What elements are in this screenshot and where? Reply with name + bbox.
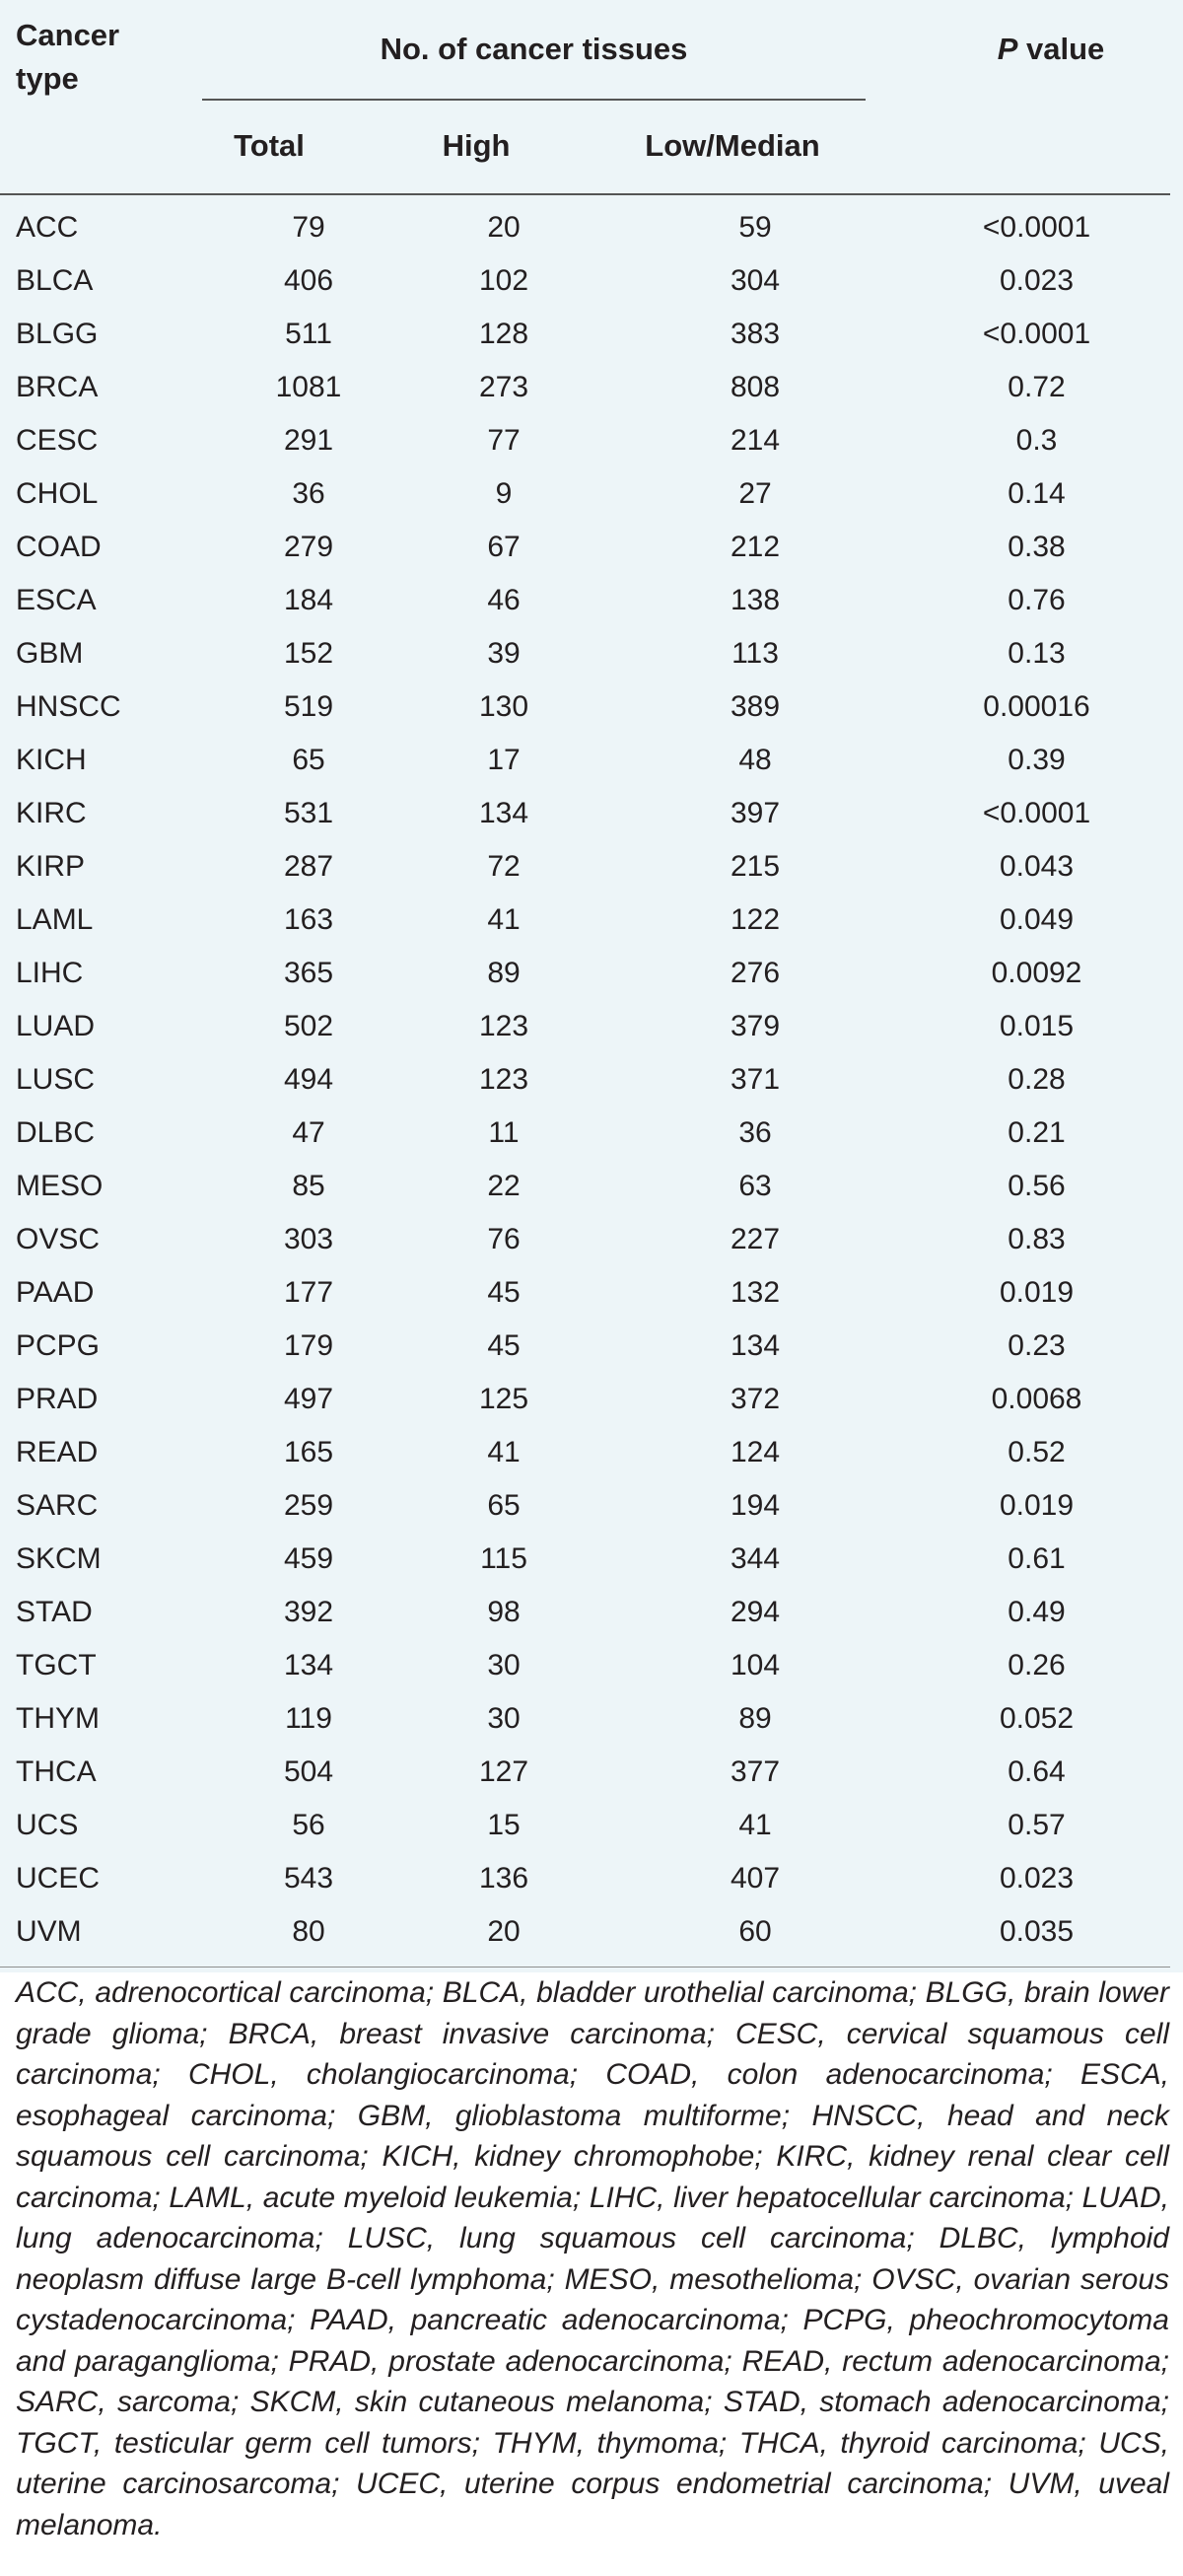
cell-total: 511 xyxy=(285,318,332,350)
cell-low-median: 194 xyxy=(730,1489,781,1522)
cell-high: 76 xyxy=(487,1223,521,1255)
header-high: High xyxy=(442,128,511,163)
table-row xyxy=(0,1000,1170,1053)
cell-high: 125 xyxy=(478,1383,529,1415)
table-row xyxy=(0,1373,1170,1426)
cell-low-median: 59 xyxy=(738,211,772,244)
table-row xyxy=(0,1639,1170,1692)
cell-p-value: 0.023 xyxy=(999,1862,1075,1895)
cell-low-median: 63 xyxy=(738,1170,772,1202)
table-row xyxy=(0,1746,1170,1799)
cell-cancer-type: THCA xyxy=(16,1755,97,1788)
cell-cancer-type: KIRP xyxy=(16,850,86,883)
cell-p-value: 0.56 xyxy=(1008,1170,1066,1202)
cell-cancer-type: LIHC xyxy=(16,957,84,989)
cell-low-median: 377 xyxy=(730,1755,781,1788)
cell-low-median: 397 xyxy=(730,797,781,829)
cell-low-median: 214 xyxy=(730,424,781,457)
cell-cancer-type: UVM xyxy=(16,1915,82,1948)
cell-high: 46 xyxy=(487,584,521,616)
header-total: Total xyxy=(234,128,305,163)
cell-high: 123 xyxy=(478,1010,529,1042)
cell-cancer-type: KICH xyxy=(16,744,87,776)
cell-cancer-type: BLCA xyxy=(16,264,94,297)
cell-high: 17 xyxy=(487,744,521,776)
table-row xyxy=(0,787,1170,840)
cell-total: 365 xyxy=(283,957,334,989)
cell-total: 502 xyxy=(283,1010,334,1042)
table-row xyxy=(0,1426,1170,1479)
cell-high: 39 xyxy=(487,637,521,670)
header-p-value xyxy=(917,28,1183,71)
cell-low-median: 383 xyxy=(730,318,781,350)
cell-p-value: 0.23 xyxy=(1008,1329,1066,1362)
cell-high: 20 xyxy=(487,1915,521,1948)
header-p-rest: value xyxy=(1017,32,1105,66)
cell-low-median: 304 xyxy=(730,264,781,297)
cell-low-median: 227 xyxy=(730,1223,781,1255)
header-group-title: No. of cancer tissues xyxy=(380,32,688,66)
cell-cancer-type: PRAD xyxy=(16,1383,99,1415)
cell-low-median: 389 xyxy=(730,690,781,723)
cell-p-value: 0.61 xyxy=(1008,1542,1066,1575)
cell-cancer-type: CESC xyxy=(16,424,99,457)
cell-total: 519 xyxy=(283,690,334,723)
cell-p-value: 0.14 xyxy=(1008,477,1066,510)
cell-total: 152 xyxy=(283,637,334,670)
cell-cancer-type: COAD xyxy=(16,531,102,563)
cell-p-value: 0.28 xyxy=(1008,1063,1066,1096)
cell-high: 22 xyxy=(487,1170,521,1202)
table-row xyxy=(0,1107,1170,1160)
cell-total: 494 xyxy=(283,1063,334,1096)
cell-low-median: 379 xyxy=(730,1010,781,1042)
cell-low-median: 41 xyxy=(738,1809,772,1841)
cell-cancer-type: PAAD xyxy=(16,1276,95,1309)
cell-p-value: <0.0001 xyxy=(982,318,1091,350)
cell-cancer-type: SKCM xyxy=(16,1542,102,1575)
cell-low-median: 371 xyxy=(730,1063,781,1096)
cell-cancer-type: READ xyxy=(16,1436,99,1468)
cell-p-value: 0.64 xyxy=(1008,1755,1066,1788)
cell-high: 102 xyxy=(478,264,529,297)
cell-low-median: 89 xyxy=(738,1702,772,1735)
cell-cancer-type: THYM xyxy=(16,1702,100,1735)
cell-total: 459 xyxy=(283,1542,334,1575)
cell-total: 291 xyxy=(283,424,334,457)
cell-cancer-type: DLBC xyxy=(16,1116,96,1149)
table-row xyxy=(0,894,1170,947)
table-row xyxy=(0,201,1170,254)
cell-p-value: 0.26 xyxy=(1008,1649,1066,1682)
cell-total: 406 xyxy=(283,264,334,297)
cell-high: 11 xyxy=(488,1116,520,1149)
table-row xyxy=(0,521,1170,574)
cell-high: 136 xyxy=(478,1862,529,1895)
table-row xyxy=(0,1692,1170,1746)
cell-cancer-type: OVSC xyxy=(16,1223,101,1255)
cell-low-median: 124 xyxy=(730,1436,781,1468)
cell-p-value: <0.0001 xyxy=(982,797,1091,829)
cell-low-median: 294 xyxy=(730,1596,781,1628)
cell-total: 56 xyxy=(292,1809,325,1841)
cell-low-median: 60 xyxy=(738,1915,772,1948)
header-cancer-type: Cancer type xyxy=(16,18,120,96)
cell-low-median: 138 xyxy=(730,584,781,616)
cell-high: 41 xyxy=(487,903,521,936)
cell-total: 80 xyxy=(292,1915,325,1948)
cell-low-median: 48 xyxy=(738,744,772,776)
table-row xyxy=(0,1213,1170,1266)
table-row xyxy=(0,734,1170,787)
cell-high: 115 xyxy=(480,1542,527,1575)
table-row xyxy=(0,414,1170,467)
cell-cancer-type: ACC xyxy=(16,211,79,244)
cell-high: 45 xyxy=(487,1276,521,1309)
cell-cancer-type: CHOL xyxy=(16,477,99,510)
cell-p-value: 0.83 xyxy=(1008,1223,1066,1255)
cell-p-value: 0.39 xyxy=(1008,744,1066,776)
cell-cancer-type: UCS xyxy=(16,1809,79,1841)
cell-total: 531 xyxy=(283,797,334,829)
cancer-table xyxy=(0,201,1170,1959)
cell-p-value: 0.023 xyxy=(999,264,1075,297)
table-row xyxy=(0,840,1170,894)
header-p-italic: P xyxy=(997,32,1018,66)
table-row xyxy=(0,254,1170,308)
cell-cancer-type: KIRC xyxy=(16,797,87,829)
cell-cancer-type: BLGG xyxy=(16,318,99,350)
cell-total: 177 xyxy=(283,1276,334,1309)
cell-total: 85 xyxy=(292,1170,325,1202)
cell-high: 41 xyxy=(487,1436,521,1468)
cell-total: 119 xyxy=(285,1702,332,1735)
cell-high: 273 xyxy=(478,371,529,403)
cell-total: 543 xyxy=(283,1862,334,1895)
cell-total: 259 xyxy=(283,1489,334,1522)
cell-cancer-type: LUAD xyxy=(16,1010,96,1042)
cell-p-value: 0.015 xyxy=(999,1010,1075,1042)
cell-cancer-type: MESO xyxy=(16,1170,104,1202)
cell-total: 497 xyxy=(283,1383,334,1415)
cell-cancer-type: LAML xyxy=(16,903,94,936)
cell-high: 134 xyxy=(478,797,529,829)
cell-total: 303 xyxy=(283,1223,334,1255)
cell-total: 36 xyxy=(292,477,325,510)
cell-low-median: 407 xyxy=(730,1862,781,1895)
cell-high: 30 xyxy=(487,1649,521,1682)
cell-low-median: 808 xyxy=(730,371,781,403)
table-row xyxy=(0,1852,1170,1905)
cell-cancer-type: LUSC xyxy=(16,1063,96,1096)
table-row xyxy=(0,361,1170,414)
cell-cancer-type: ESCA xyxy=(16,584,97,616)
cell-cancer-type: GBM xyxy=(16,637,84,670)
cell-total: 165 xyxy=(283,1436,334,1468)
header-low-median: Low/Median xyxy=(645,128,820,163)
cell-high: 128 xyxy=(478,318,529,350)
cell-p-value: 0.57 xyxy=(1008,1809,1066,1841)
cell-low-median: 132 xyxy=(730,1276,781,1309)
cell-high: 45 xyxy=(487,1329,521,1362)
cell-low-median: 276 xyxy=(730,957,781,989)
cell-p-value: 0.052 xyxy=(999,1702,1075,1735)
cell-high: 123 xyxy=(478,1063,529,1096)
cell-p-value: 0.00016 xyxy=(983,690,1090,723)
cell-cancer-type: PCPG xyxy=(16,1329,101,1362)
cell-p-value: 0.13 xyxy=(1008,637,1066,670)
cell-high: 130 xyxy=(478,690,529,723)
table-row xyxy=(0,947,1170,1000)
cell-high: 65 xyxy=(487,1489,521,1522)
cell-p-value: 0.49 xyxy=(1008,1596,1066,1628)
table-row xyxy=(0,308,1170,361)
cell-p-value: 0.049 xyxy=(999,903,1075,936)
cell-p-value: 0.72 xyxy=(1008,371,1066,403)
cell-low-median: 36 xyxy=(738,1116,772,1149)
cell-cancer-type: STAD xyxy=(16,1596,93,1628)
cell-high: 30 xyxy=(487,1702,521,1735)
cell-low-median: 344 xyxy=(730,1542,781,1575)
table-row xyxy=(0,1053,1170,1107)
cell-high: 9 xyxy=(495,477,513,510)
cell-total: 163 xyxy=(283,903,334,936)
cell-high: 20 xyxy=(487,211,521,244)
table-row xyxy=(0,1160,1170,1213)
table-bottom-rule xyxy=(0,1967,1170,1968)
cell-low-median: 122 xyxy=(730,903,781,936)
cell-p-value: 0.019 xyxy=(999,1489,1075,1522)
cell-low-median: 372 xyxy=(730,1383,781,1415)
cell-total: 134 xyxy=(283,1649,334,1682)
cell-total: 184 xyxy=(283,584,334,616)
footnote-abbreviations: ACC, adrenocortical carcinoma; BLCA, bladder urothelial carcinoma; BLGG, brain lower grade glioma; BRCA, breast invasive carcinoma; CESC, cervical squamous cell carcinoma; CHOL, cholangiocarcinoma; COAD, colon adenocarcinoma; ESCA, esophageal carcinoma; GBM, glioblastoma multiforme; HNSCC, head and neck squamous cell carcinoma; KICH, kidney chromophobe; KIRC, kidney renal clear cell carcinoma; LAML, acute myeloid leukemia; LIHC, liver hepatocellular carcinoma; LUAD, lung adenocarcinoma; LUSC, lung squamous cell carcinoma; DLBC, lymphoid neoplasm diffuse large B-cell lymphoma; MESO, mesothelioma; OVSC, ovarian serous cystadenocarcinoma; PAAD, pancreatic adenocarcinoma; PCPG, pheochromocytoma and paraganglioma; PRAD, prostate adenocarcinoma; READ, rectum adenocarcinoma; SARC, sarcoma; SKCM, skin cutaneous melanoma; STAD, stomach adenocarcinoma; TGCT, testicular germ cell tumors; THYM, thymoma; THCA, thyroid carcinoma; UCS, uterine carcinosarcoma; UCEC, uterine corpus endometrial carcinoma; UVM, uveal melanoma. xyxy=(16,1976,1169,2541)
cell-high: 98 xyxy=(487,1596,521,1628)
header-group-underline xyxy=(202,99,866,101)
cell-high: 77 xyxy=(487,424,521,457)
cell-low-median: 215 xyxy=(730,850,781,883)
cell-cancer-type: BRCA xyxy=(16,371,99,403)
cell-high: 67 xyxy=(487,531,521,563)
cell-p-value: 0.019 xyxy=(999,1276,1075,1309)
cell-total: 287 xyxy=(283,850,334,883)
cell-cancer-type: UCEC xyxy=(16,1862,101,1895)
cell-low-median: 113 xyxy=(731,637,779,670)
cell-p-value: <0.0001 xyxy=(982,211,1091,244)
cell-p-value: 0.21 xyxy=(1008,1116,1066,1149)
cell-p-value: 0.043 xyxy=(999,850,1075,883)
table-row xyxy=(0,574,1170,627)
table-row xyxy=(0,467,1170,521)
cell-p-value: 0.52 xyxy=(1008,1436,1066,1468)
cell-p-value: 0.0092 xyxy=(991,957,1082,989)
cell-low-median: 27 xyxy=(738,477,772,510)
cell-total: 392 xyxy=(283,1596,334,1628)
cell-p-value: 0.76 xyxy=(1008,584,1066,616)
cell-cancer-type: HNSCC xyxy=(16,690,121,723)
cell-cancer-type: SARC xyxy=(16,1489,99,1522)
cell-high: 127 xyxy=(478,1755,529,1788)
table-row xyxy=(0,680,1170,734)
cell-p-value: 0.3 xyxy=(1015,424,1058,457)
table-row xyxy=(0,627,1170,680)
table-row xyxy=(0,1799,1170,1852)
table-row xyxy=(0,1586,1170,1639)
cell-total: 65 xyxy=(292,744,325,776)
cell-high: 89 xyxy=(487,957,521,989)
table-row xyxy=(0,1266,1170,1320)
cell-total: 47 xyxy=(292,1116,325,1149)
cell-total: 504 xyxy=(283,1755,334,1788)
cell-total: 179 xyxy=(283,1329,334,1362)
table-row xyxy=(0,1479,1170,1533)
cell-cancer-type: TGCT xyxy=(16,1649,97,1682)
cell-low-median: 104 xyxy=(730,1649,781,1682)
cell-p-value: 0.38 xyxy=(1008,531,1066,563)
cell-total: 79 xyxy=(292,211,325,244)
table-row xyxy=(0,1905,1170,1959)
cell-high: 15 xyxy=(487,1809,521,1841)
cell-low-median: 212 xyxy=(730,531,781,563)
cell-total: 1081 xyxy=(275,371,342,403)
table-row xyxy=(0,1533,1170,1586)
cell-high: 72 xyxy=(487,850,521,883)
table-row xyxy=(0,1320,1170,1373)
header-bottom-rule xyxy=(0,193,1170,195)
cell-p-value: 0.035 xyxy=(999,1915,1075,1948)
cell-total: 279 xyxy=(283,531,334,563)
cell-low-median: 134 xyxy=(730,1329,781,1362)
cell-p-value: 0.0068 xyxy=(991,1383,1082,1415)
